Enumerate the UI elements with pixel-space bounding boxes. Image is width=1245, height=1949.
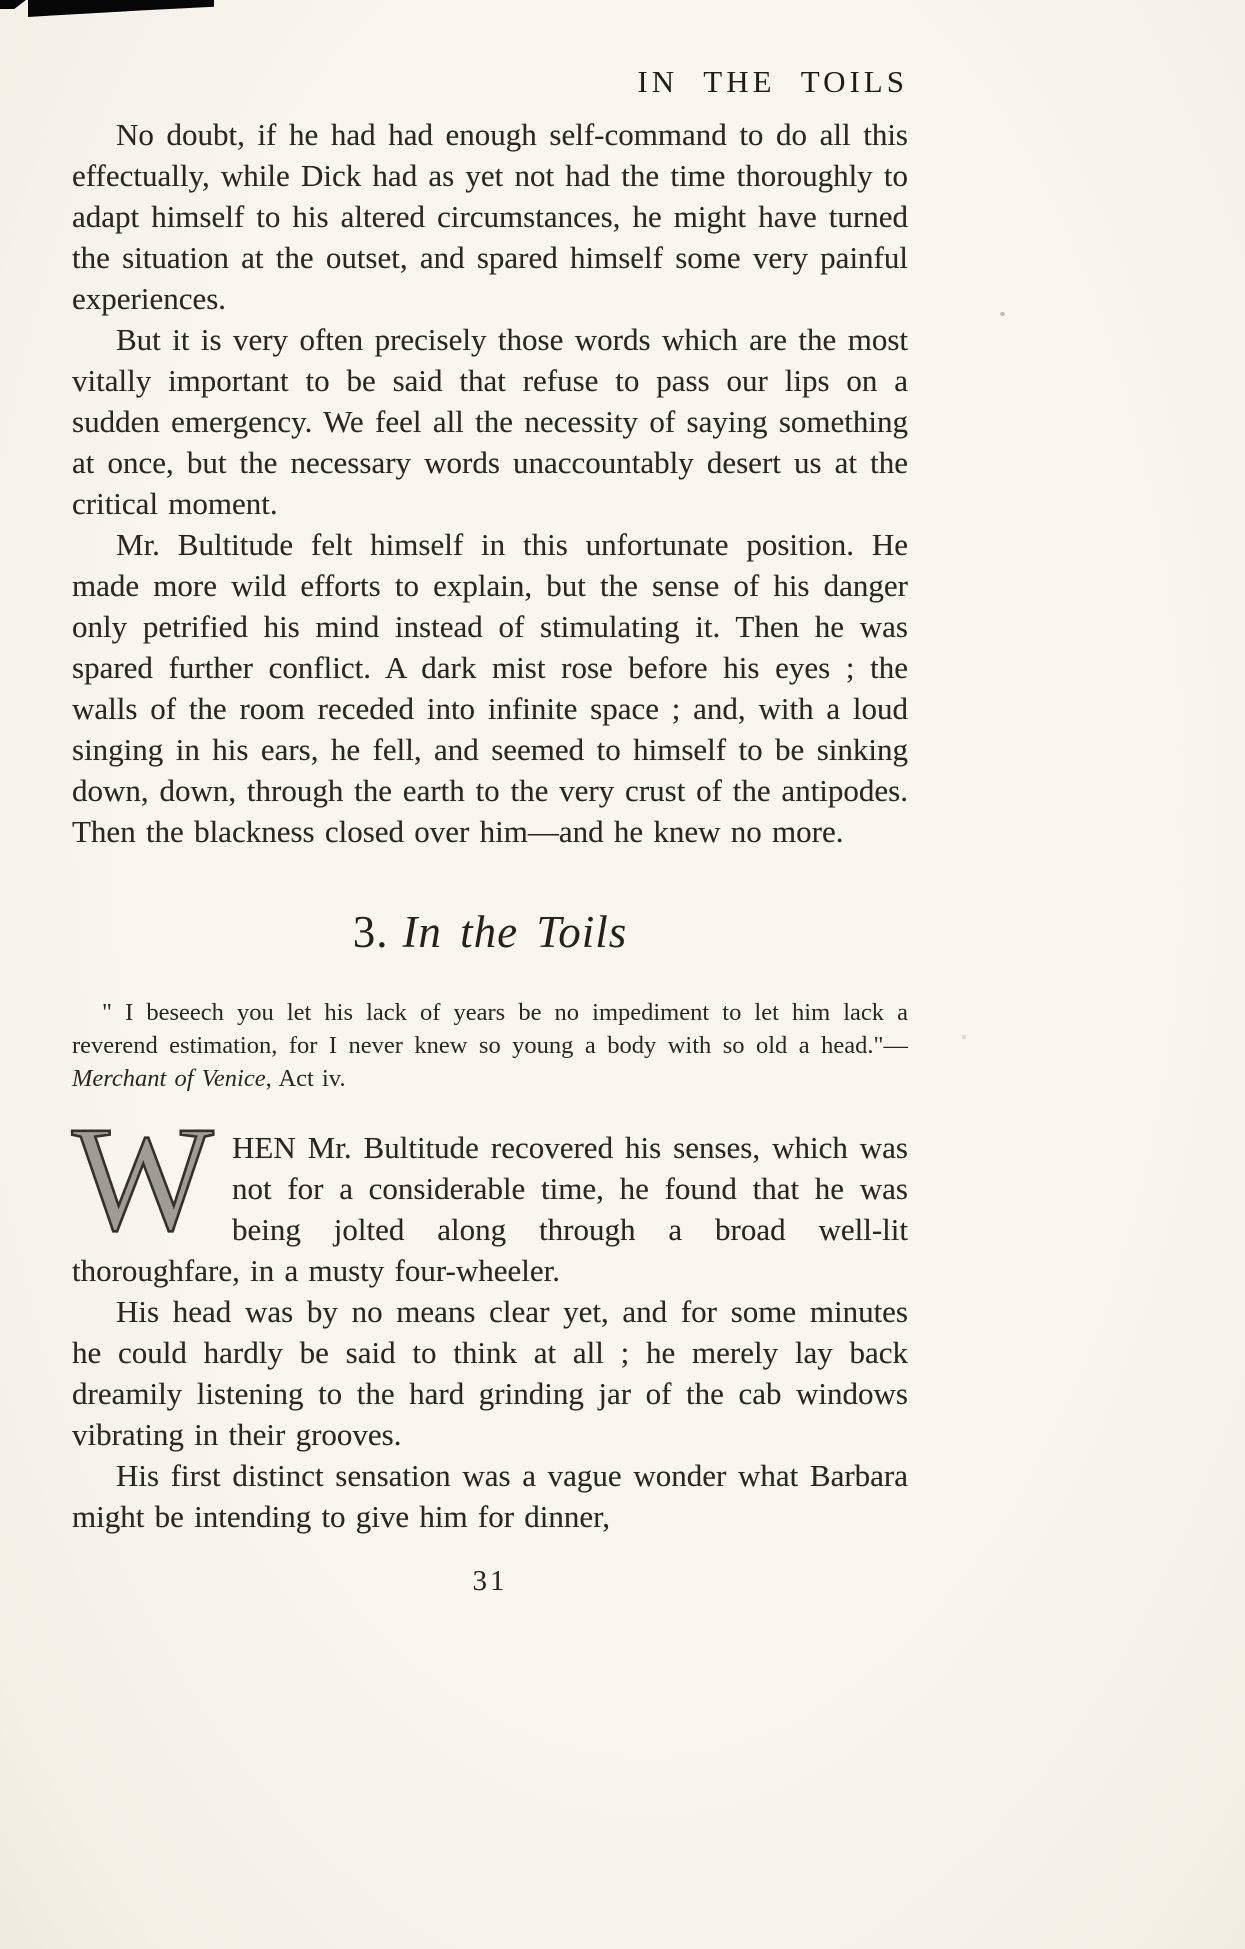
chapter-title: In the Toils [402,907,628,957]
scan-speck [1000,312,1005,316]
paragraph: His head was by no means clear yet, and for some minutes he could hardly be said to think at all ; he merely lay back dreamily listening to the hard grinding jar of the cab windows vibrating in their grooves. [72,1294,908,1452]
text-block [72,64,908,1598]
running-header: IN THE TOILS [637,64,908,99]
epigraph-source: Merchant of Venice [72,1065,266,1092]
page-number: 31 [472,1565,508,1597]
opening-paragraph [72,1096,908,1291]
paragraph: His first distinct sensation was a vague wonder what Barbara might be intending to give him for dinner, [72,1458,908,1534]
scan-speck [962,1035,966,1039]
paragraph: But it is very often precisely those words which are the most vitally important to be said that refuse to pass our lips on a sudden emergency. We feel all the necessity of saying something at once, but the necessary words unaccountably desert us at the critical moment. [72,322,908,521]
chapter-number: 3. [352,907,389,957]
paragraph: No doubt, if he had had enough self-command to do all this effectually, while Dick had as yet not had the time thoroughly to adapt himself to his altered circumstances, he might have turned the situation at the outset, and spared himself some very painful experiences. [72,117,908,316]
opening-paragraph-text: HEN Mr. Bultitude recovered his senses, which was not for a considerable time, he found that he was being jolted along through a broad well-lit thoroughfare, in a musty four-wheeler. [72,1130,908,1288]
paragraph: Mr. Bultitude felt himself in this unfortunate position. He made more wild efforts to explain, but the sense of his danger only petrified his mind instead of stimulating it. Then he was spared further conflict. A dark mist rose before his eyes ; the walls of the room receded into infinite space ; and, with a loud singing in his ears, he fell, and seemed to himself to be sinking down, down, through the earth to the very crust of the antipodes. Then the blackness closed over him—and he knew no more. [72,527,908,849]
scan-artifact-streak [28,0,214,17]
epigraph [72,996,908,1095]
scan-artifact-corner [0,0,26,9]
chapter-heading [72,906,908,958]
epigraph-text: " I beseech you let his lack of years be no impediment to let him lack a reverend estimation, for I never knew so young a body with so old a head."— [72,999,908,1059]
epigraph-source-suffix: , Act iv. [265,1065,346,1092]
drop-cap-initial: W [72,1096,214,1262]
